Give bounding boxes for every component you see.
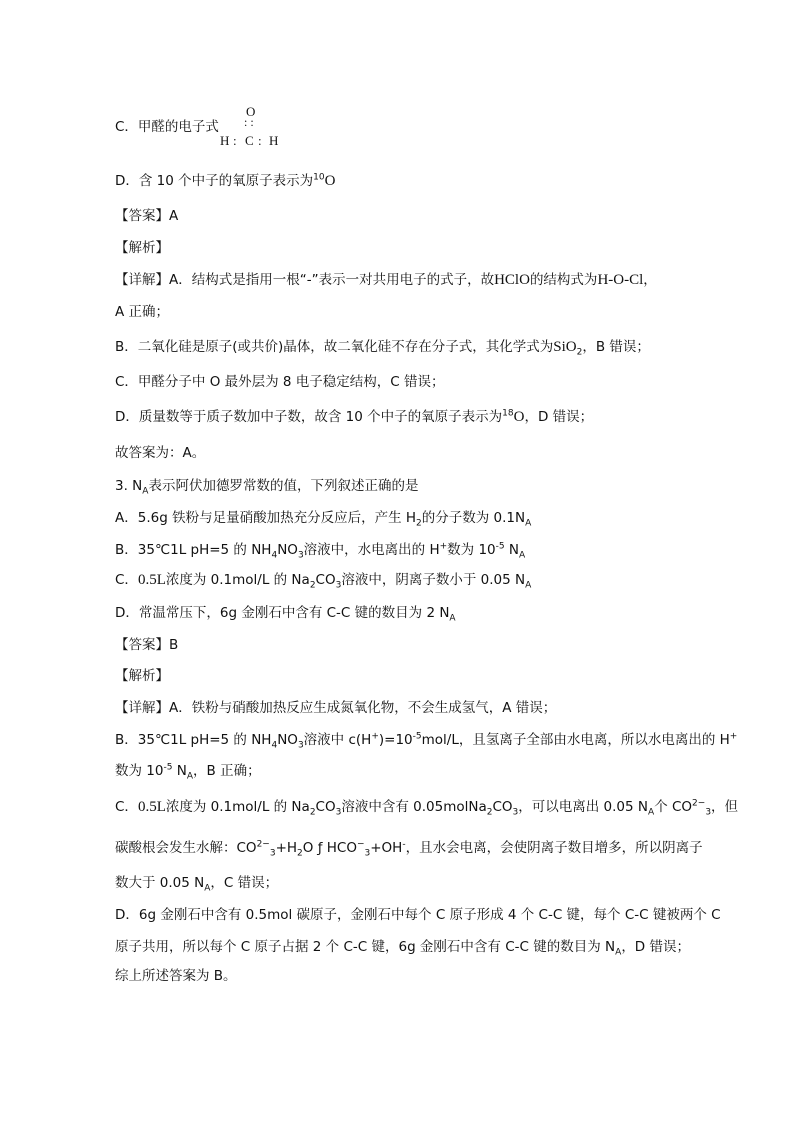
q3-explain-d: D．6g 金刚石中含有 0.5mol 碳原子，金刚石中每个 C 原子形成 4 个 C-C 键，每个 C-C 键被两个 C bbox=[115, 907, 721, 923]
q3-option-d: D．常温常压下，6g 金刚石中含有 C-C 键的数目为 2 $N_A$ bbox=[115, 605, 456, 624]
lewis-h1: H bbox=[220, 133, 230, 148]
q3-explain-a: 【详解】A．铁粉与硝酸加热反应生成氮氧化物，不会生成氢气，A 错误； bbox=[115, 700, 557, 716]
q3-explain-b-cont: 数为 $10^{-5}$ $N_A$，B 正确； bbox=[115, 762, 261, 782]
lewis-h2: H bbox=[269, 133, 279, 148]
prev-explain-a-cont: A 正确； bbox=[115, 304, 170, 320]
prev-final-answer: 故答案为：A。 bbox=[115, 445, 206, 461]
formaldehyde-lewis-structure bbox=[218, 106, 278, 152]
lewis-c: C bbox=[245, 133, 254, 148]
q3-explain-c-end: 数大于 0.05 $N_A$，C 错误； bbox=[115, 875, 279, 894]
q3-explain-c-cont: 碳酸根会发生水解：$CO^{2-}_3+H_2O$ ƒ $HCO^-_3+OH^-$，且水会电离，会使阴离子数目增多，所以阴离子 bbox=[115, 839, 703, 859]
lewis-dots-top: : : bbox=[244, 115, 254, 129]
q3-explain-d-cont: 原子共用，所以每个 C 原子占据 2 个 C-C 键，6g 金刚石中含有 C-C 键的数目为 $N_A$，D 错误； bbox=[115, 939, 690, 958]
q3-stem: 3. $N_A$表示阿伏加德罗常数的值，下列叙述正确的是 bbox=[115, 478, 419, 497]
q3-option-c: C．0.5L浓度为 0.1mol/L 的 $Na_2CO_3$溶液中，阴离子数小于 0.05 $N_A$ bbox=[115, 572, 532, 591]
prev-explain-b: B．二氧化硅是原子(或共价)晶体，故二氧化硅不存在分子式，其化学式为SiO$_2$，B 错误； bbox=[115, 339, 650, 358]
lewis-colon-right: : bbox=[258, 133, 262, 148]
lewis-o: O bbox=[246, 104, 256, 119]
prev-option-c: C．甲醛的电子式 bbox=[115, 119, 219, 135]
prev-option-d: D．含 10 个中子的氧原子表示为$^{10}$O bbox=[115, 172, 336, 189]
q3-explain-b: B．35℃1L pH=5 的 $NH_4NO_3$溶液中 $c(H^+)=10^{-5}mol/L$，且氢离子全部由水电离，所以水电离出的 H+ bbox=[115, 731, 738, 751]
prev-explain-c: C．甲醛分子中 O 最外层为 8 电子稳定结构，C 错误； bbox=[115, 374, 445, 390]
q3-explain-c: C．0.5L浓度为 0.1mol/L 的 $Na_2CO_3$溶液中含有 $0.05molNa_2CO_3$，可以电离出 0.05 $N_A$个 $CO^{2-}_3$，但 bbox=[115, 798, 739, 818]
q3-option-a: A．5.6g 铁粉与足量硝酸加热充分反应后，产生 $H_2$的分子数为 $0.1N_A$ bbox=[115, 510, 532, 529]
prev-explain-a: 【详解】A．结构式是指用一根“-”表示一对共用电子的式子，故HClO的结构式为H-O-Cl， bbox=[115, 272, 657, 288]
prev-analysis-heading: 【解析】 bbox=[115, 240, 169, 256]
q3-analysis-heading: 【解析】 bbox=[115, 668, 169, 684]
lewis-colon-left: : bbox=[233, 133, 237, 148]
q3-summary: 综上所述答案为 B。 bbox=[115, 968, 237, 984]
prev-explain-d: D．质量数等于质子数加中子数，故含 10 个中子的氧原子表示为$^{18}$O，D 错误； bbox=[115, 408, 594, 425]
prev-answer: 【答案】A bbox=[115, 208, 179, 224]
q3-option-b: B．35℃1L pH=5 的 $NH_4NO_3$溶液中，水电离出的 H+数为 $10^{-5}$ $N_A$ bbox=[115, 541, 526, 561]
q3-answer: 【答案】B bbox=[115, 637, 179, 653]
